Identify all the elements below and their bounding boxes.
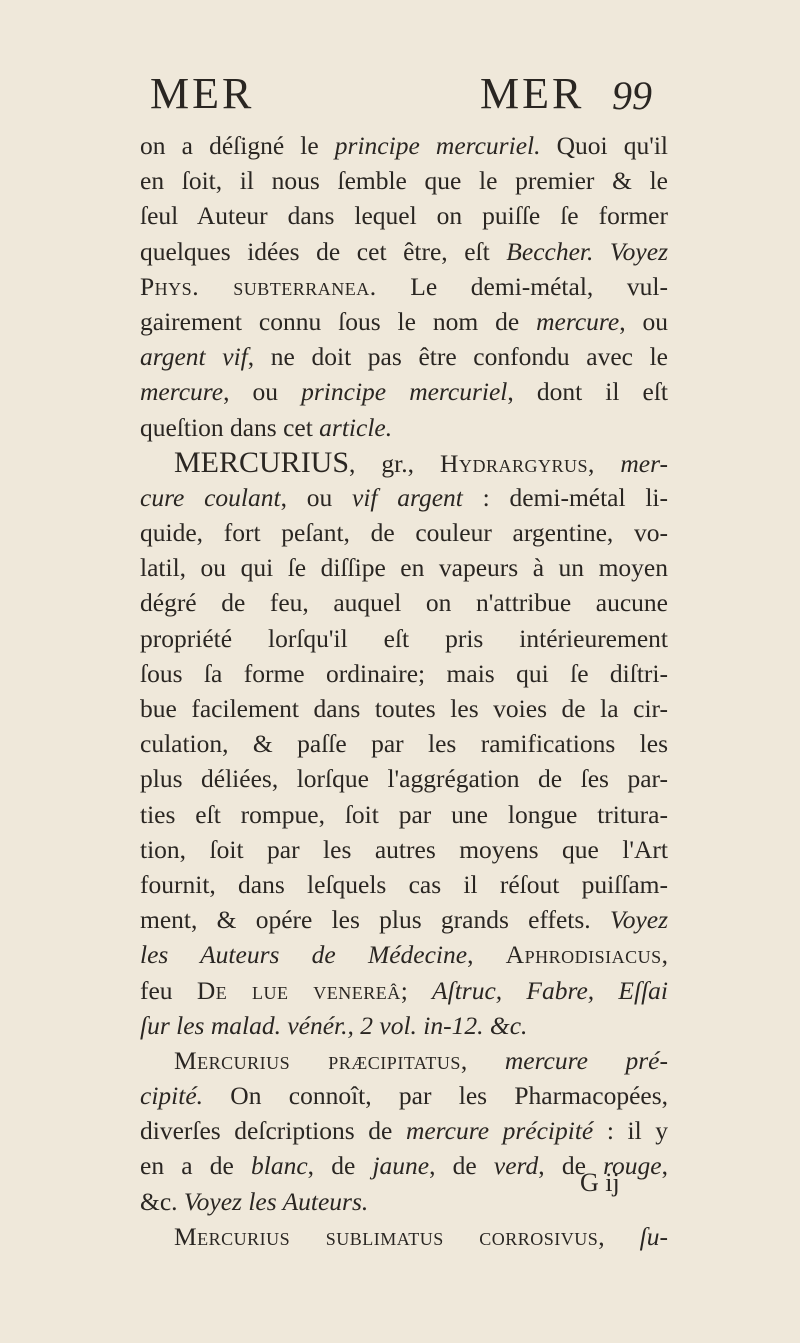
text-line [140, 374, 668, 409]
text-line [140, 128, 668, 163]
text-run: ; [400, 975, 433, 1005]
text-run: vif argent [352, 482, 463, 512]
text-run: &c. [140, 1186, 184, 1216]
text-run: ſeul Auteur dans lequel on puiſſe ſe former [140, 201, 668, 231]
text-line [140, 269, 668, 304]
text-run: diverſes deſcriptions de [140, 1116, 406, 1146]
text-run: mercure [536, 306, 620, 336]
text-run: Hydrargyrus [440, 448, 588, 478]
text-run: Aſtruc, Fabre, Eſſai [432, 975, 668, 1005]
text-run: cipité. [140, 1081, 204, 1111]
text-line [140, 1008, 668, 1043]
text-line [140, 410, 668, 445]
signature-mark: G ij [580, 1168, 620, 1197]
text-run: Beccher. Voyez [506, 236, 668, 266]
text-line [140, 1219, 668, 1254]
text-run: latil, ou qui ſe diſſipe en vapeurs à un moyen [140, 553, 668, 583]
text-run: : il y [593, 1116, 668, 1146]
text-line [140, 339, 668, 374]
text-run: fournit, dans leſquels cas il réſout puiſſam- [140, 869, 668, 899]
text-line [140, 445, 668, 480]
text-run: rouge [603, 1151, 662, 1181]
text-run: ſu- [639, 1221, 668, 1251]
text-run: les Auteurs de Médecine [140, 940, 468, 970]
text-run: MERCURIUS [174, 445, 350, 479]
text-run: mercure pré- [504, 1045, 668, 1075]
text-run: On connoît, par les Pharmacopées, [203, 1081, 668, 1111]
text-run: De lue venereâ [196, 975, 401, 1005]
text-run: , ou [223, 377, 302, 407]
text-run: principe mercuriel. [334, 131, 541, 160]
text-run: ties eſt rompue, ſoit par une longue tritura- [140, 799, 668, 829]
text-line [140, 832, 668, 867]
text-run: queſtion dans cet [140, 412, 320, 442]
text-line [140, 585, 668, 620]
text-run: bue facilement dans toutes les voies de la cir- [140, 694, 668, 723]
text-run: , [661, 940, 668, 970]
text-run: gairement connu ſous le nom de [140, 306, 537, 336]
text-line [140, 973, 668, 1008]
text-run: Le demi-métal, vul- [376, 271, 668, 301]
text-run: Phys. subterranea. [140, 271, 377, 301]
text-run: Mercurius sublimatus corrosivus [174, 1221, 599, 1251]
text-line [140, 480, 668, 515]
text-run: , de [307, 1151, 373, 1181]
text-run: , [467, 940, 506, 970]
text-line [140, 198, 668, 233]
text-run: , [460, 1045, 505, 1075]
text-line [140, 797, 668, 832]
text-run: article. [319, 412, 393, 442]
text-run: , de [429, 1151, 494, 1181]
text-run: principe mercuriel [301, 377, 508, 407]
text-run: on a déſigné le [140, 131, 335, 160]
text-run: , gr., [349, 448, 441, 478]
text-line [140, 1113, 668, 1148]
text-run: quelques idées de cet être, eſt [140, 236, 507, 266]
text-run: propriété lorſqu'il eſt pris intérieurement [140, 623, 668, 653]
text-run: feu [140, 975, 197, 1005]
text-run: quide, fort peſant, de couleur argentine, vo- [140, 518, 668, 548]
text-run: plus déliées, lorſque l'aggrégation de ſes par- [140, 764, 668, 794]
text-run: en a de [140, 1151, 251, 1181]
text-line [140, 550, 668, 585]
header-right-title: MER [480, 69, 585, 118]
header-left-title: MER [150, 69, 255, 118]
text-run: mercure précipité [405, 1116, 594, 1146]
text-line [140, 621, 668, 656]
text-run: , [587, 448, 621, 478]
text-run: Voyez [609, 905, 668, 935]
text-line [140, 656, 668, 691]
text-line [140, 902, 668, 937]
text-line [140, 304, 668, 339]
text-run: argent vif [140, 342, 248, 372]
text-run: ſous ſa forme ordinaire; mais qui ſe diſtri- [140, 658, 668, 688]
text-line [140, 937, 668, 972]
text-run: Voyez les Auteurs. [183, 1186, 369, 1216]
text-run: verd [493, 1151, 539, 1181]
text-run: , [598, 1221, 640, 1251]
page-number: 99 [612, 73, 652, 118]
text-line [140, 691, 668, 726]
text-line [140, 234, 668, 269]
text-run: , de [538, 1151, 604, 1181]
text-run: blanc [250, 1151, 308, 1181]
text-run: mercure [140, 377, 224, 407]
text-run: Aphrodisiacus [505, 940, 662, 970]
page-body-text [140, 128, 668, 1254]
text-run: culation, & paſſe par les ramifications les [140, 729, 668, 759]
text-line [140, 1078, 668, 1113]
text-run: en ſoit, il nous ſemble que le premier & le [140, 166, 668, 196]
text-run: Quoi qu'il [540, 131, 668, 160]
text-line [140, 867, 668, 902]
text-line [140, 726, 668, 761]
running-header [0, 68, 800, 128]
text-run: , ne doit pas être confondu avec le [247, 342, 668, 372]
text-run: ſur les malad. vénér., 2 vol. in-12. &c. [140, 1010, 528, 1040]
text-run: Mercurius præcipitatus [174, 1045, 461, 1075]
text-run: , ou [280, 482, 352, 512]
text-run: , ou [619, 306, 668, 336]
text-run: mer- [620, 448, 668, 478]
text-line [140, 761, 668, 796]
text-run: , [661, 1151, 668, 1181]
text-run: , dont il eſt [507, 377, 668, 407]
text-run: cure coulant [140, 482, 281, 512]
text-line [140, 163, 668, 198]
text-run: : demi-métal li- [462, 482, 668, 512]
text-run: jaune [372, 1151, 430, 1181]
text-line [140, 1043, 668, 1078]
text-run: tion, ſoit par les autres moyens que l'Art [140, 834, 668, 864]
text-line [140, 515, 668, 550]
text-run: dégré de feu, auquel on n'attribue aucune [140, 588, 668, 618]
text-run: ment, & opére les plus grands effets. [140, 905, 610, 935]
